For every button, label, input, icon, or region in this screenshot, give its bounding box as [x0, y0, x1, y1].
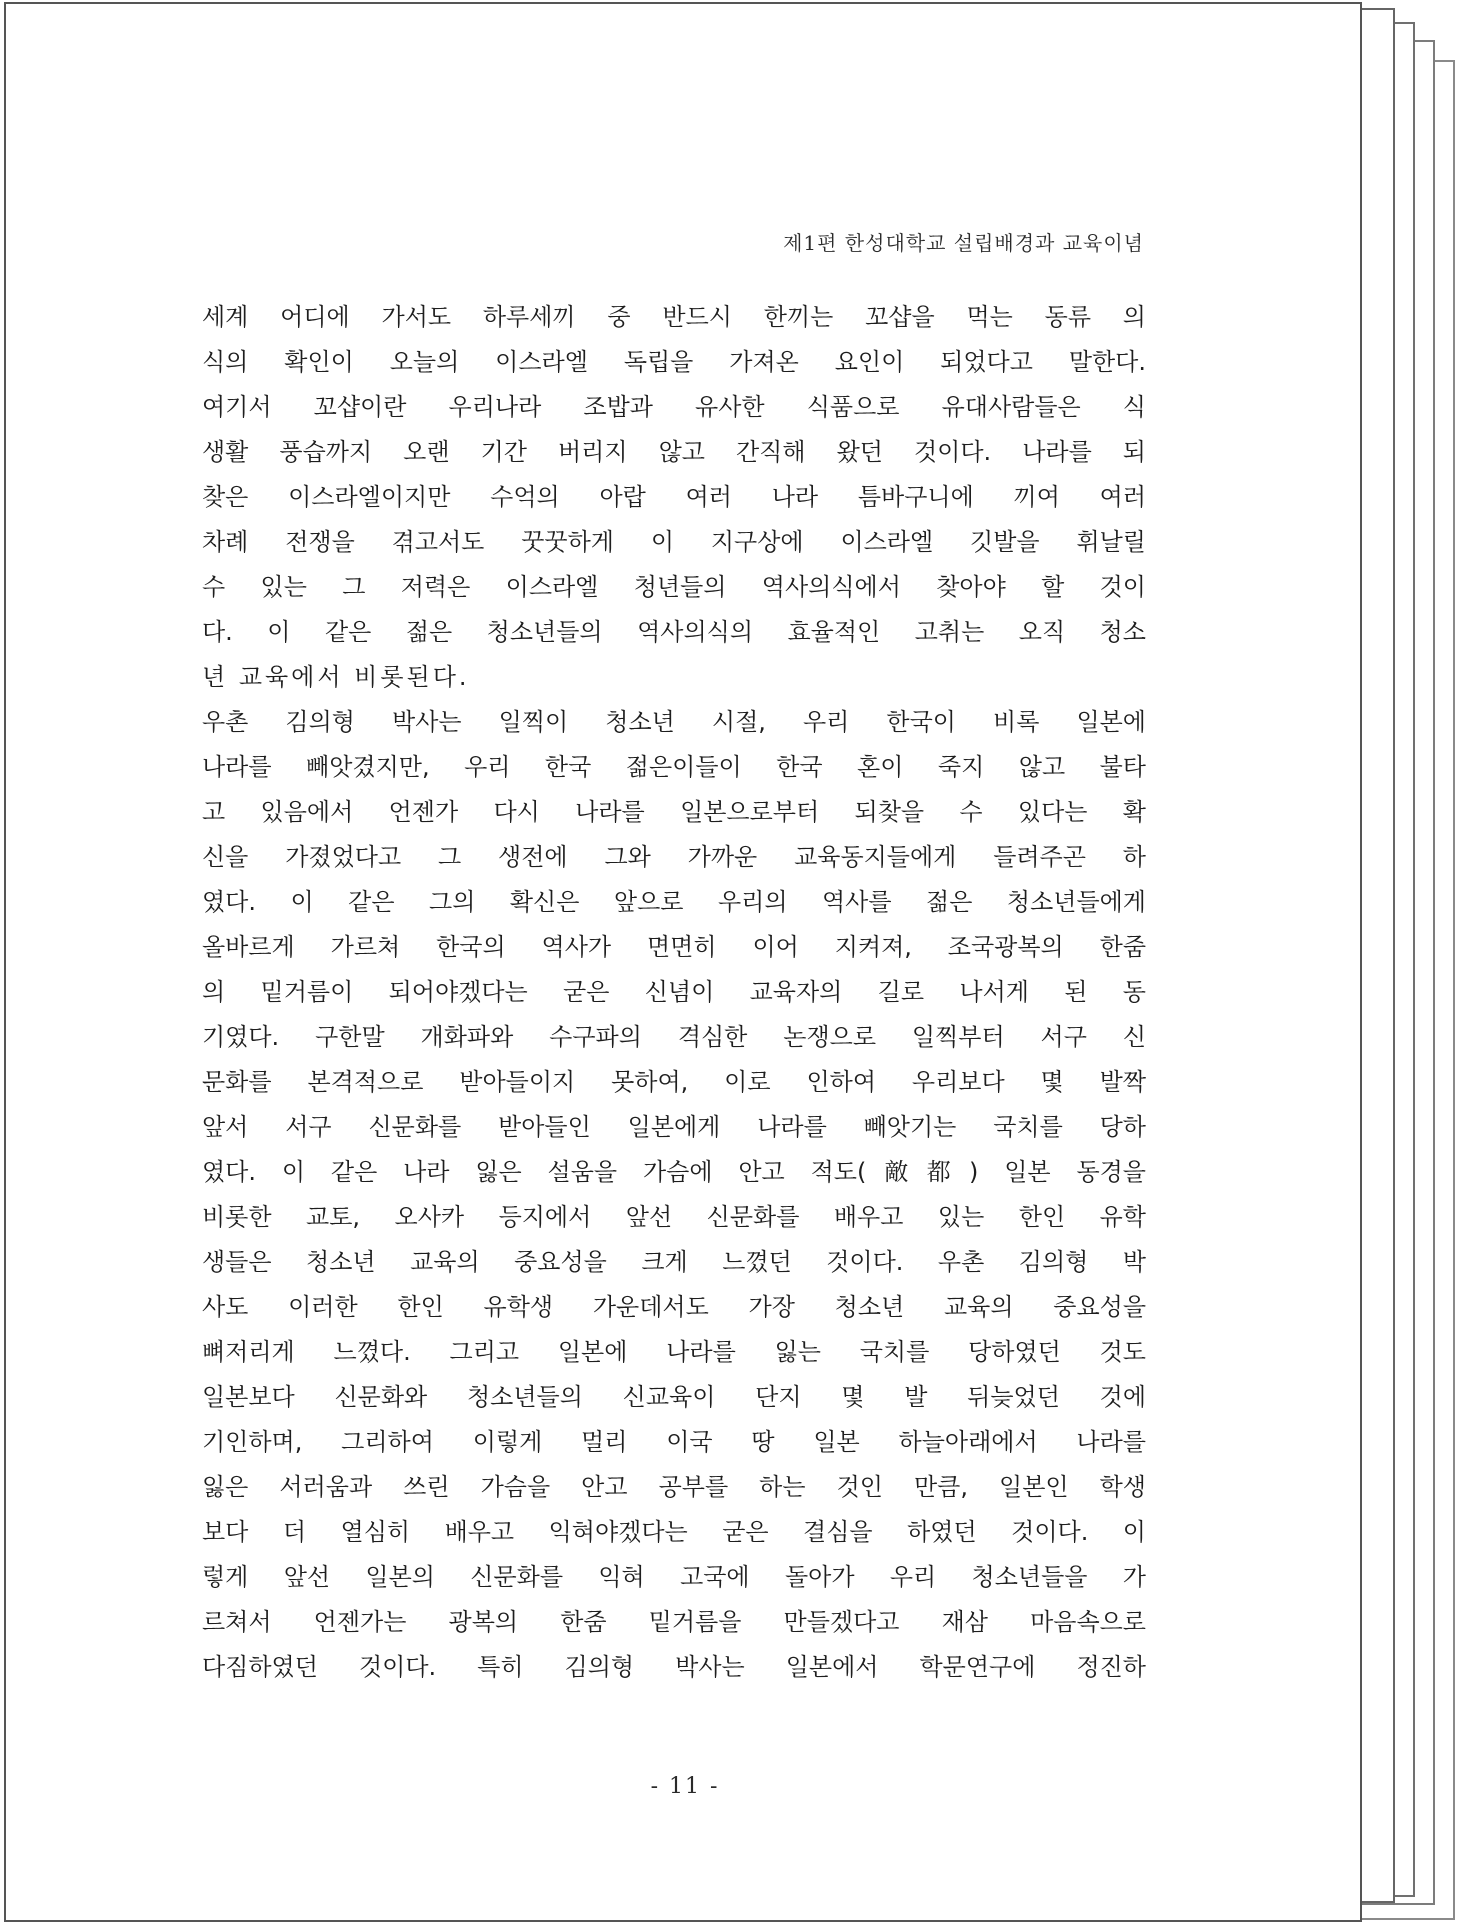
text-line: 일본보다 신문화와 청소년들의 신교육이 단지 몇 발 뒤늦었던 것에 — [202, 1383, 1146, 1411]
text-line: 올바르게 가르쳐 한국의 역사가 면면히 이어 지켜져, 조국광복의 한줌 — [202, 933, 1146, 961]
body-text — [202, 295, 1146, 1690]
text-line: 기였다. 구한말 개화파와 수구파의 격심한 논쟁으로 일찍부터 서구 신 — [202, 1023, 1146, 1051]
text-line: 여기서 꼬샵이란 우리나라 조밥과 유사한 식품으로 유대사람들은 식 — [202, 393, 1146, 421]
text-line-paragraph-start: 우촌 김의형 박사는 일찍이 청소년 시절, 우리 한국이 비록 일본에 — [202, 708, 1146, 736]
text-line-paragraph-end: 년 교육에서 비롯된다. — [202, 663, 470, 691]
page-number: - 11 - — [650, 1774, 720, 1799]
text-line: 렇게 앞선 일본의 신문화를 익혀 고국에 돌아가 우리 청소년들을 가 — [202, 1563, 1146, 1591]
text-line: 비롯한 교토, 오사카 등지에서 앞선 신문화를 배우고 있는 한인 유학 — [202, 1203, 1146, 1231]
text-line: 세계 어디에 가서도 하루세끼 중 반드시 한끼는 꼬샵을 먹는 동류 의 — [202, 303, 1146, 331]
text-line: 였다. 이 같은 나라 잃은 설움을 가슴에 안고 적도(敵都) 일본 동경을 — [202, 1158, 1146, 1186]
text-line: 나라를 빼앗겼지만, 우리 한국 젊은이들이 한국 혼이 죽지 않고 불타 — [202, 753, 1146, 781]
text-line: 앞서 서구 신문화를 받아들인 일본에게 나라를 빼앗기는 국치를 당하 — [202, 1113, 1146, 1141]
running-header: 제1편 한성대학교 설립배경과 교육이념 — [783, 231, 1144, 255]
text-line: 보다 더 열심히 배우고 익혀야겠다는 굳은 결심을 하였던 것이다. 이 — [202, 1518, 1146, 1546]
text-line: 생들은 청소년 교육의 중요성을 크게 느꼈던 것이다. 우촌 김의형 박 — [202, 1248, 1146, 1276]
text-line: 생활 풍습까지 오랜 기간 버리지 않고 간직해 왔던 것이다. 나라를 되 — [202, 438, 1146, 466]
text-line: 였다. 이 같은 그의 확신은 앞으로 우리의 역사를 젊은 청소년들에게 — [202, 888, 1146, 916]
text-line: 찾은 이스라엘이지만 수억의 아랍 여러 나라 틈바구니에 끼여 여러 — [202, 483, 1146, 511]
text-line: 잃은 서러움과 쓰린 가슴을 안고 공부를 하는 것인 만큼, 일본인 학생 — [202, 1473, 1146, 1501]
text-line: 르쳐서 언젠가는 광복의 한줌 밑거름을 만들겠다고 재삼 마음속으로 — [202, 1608, 1146, 1636]
text-line: 신을 가졌었다고 그 생전에 그와 가까운 교육동지들에게 들려주곤 하 — [202, 843, 1146, 871]
text-line: 차례 전쟁을 겪고서도 꿋꿋하게 이 지구상에 이스라엘 깃발을 휘날릴 — [202, 528, 1146, 556]
text-line: 수 있는 그 저력은 이스라엘 청년들의 역사의식에서 찾아야 할 것이 — [202, 573, 1146, 601]
text-line: 기인하며, 그리하여 이렇게 멀리 이국 땅 일본 하늘아래에서 나라를 — [202, 1428, 1146, 1456]
text-line: 문화를 본격적으로 받아들이지 못하여, 이로 인하여 우리보다 몇 발짝 — [202, 1068, 1146, 1096]
text-line: 의 밑거름이 되어야겠다는 굳은 신념이 교육자의 길로 나서게 된 동 — [202, 978, 1146, 1006]
book-page — [4, 2, 1362, 1922]
text-line: 다. 이 같은 젊은 청소년들의 역사의식의 효율적인 고취는 오직 청소 — [202, 618, 1146, 646]
text-line: 고 있음에서 언젠가 다시 나라를 일본으로부터 되찾을 수 있다는 확 — [202, 798, 1146, 826]
text-line: 식의 확인이 오늘의 이스라엘 독립을 가져온 요인이 되었다고 말한다. — [202, 348, 1146, 376]
text-line: 뼈저리게 느꼈다. 그리고 일본에 나라를 잃는 국치를 당하였던 것도 — [202, 1338, 1146, 1366]
text-line: 사도 이러한 한인 유학생 가운데서도 가장 청소년 교육의 중요성을 — [202, 1293, 1146, 1321]
text-line: 다짐하였던 것이다. 특히 김의형 박사는 일본에서 학문연구에 정진하 — [202, 1653, 1146, 1681]
